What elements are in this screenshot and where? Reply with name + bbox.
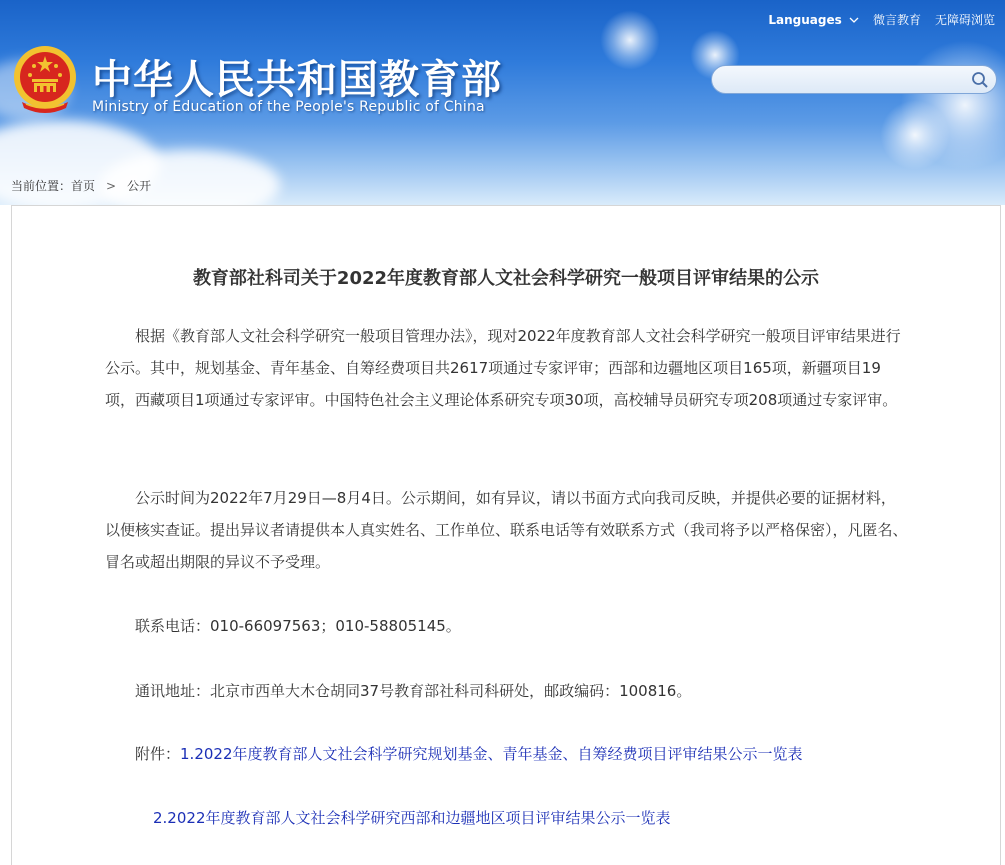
article-container — [11, 205, 1001, 865]
languages-label: Languages — [768, 12, 842, 27]
contact-phone: 联系电话：010-66097563；010-58805145。 — [135, 617, 461, 635]
national-emblem-icon — [12, 44, 78, 116]
search-icon[interactable] — [970, 70, 990, 90]
site-title-cn: 中华人民共和国教育部 — [92, 57, 502, 103]
attachment-link-2[interactable]: 2.2022年度教育部人文社会科学研究西部和边疆地区项目评审结果公示一览表 — [153, 809, 671, 827]
accessibility-link[interactable]: 无障碍浏览 — [934, 13, 995, 27]
languages-menu[interactable] — [768, 13, 859, 27]
search-box — [711, 65, 997, 94]
search-input[interactable] — [724, 70, 968, 91]
mailing-address: 通讯地址：北京市西单大木仓胡同37号教育部社科司科研处，邮政编码：100816。 — [135, 682, 692, 700]
dandelion-decoration — [880, 100, 950, 170]
attachments — [105, 738, 909, 770]
article-paragraph: 根据《教育部人文社会科学研究一般项目管理办法》，现对2022年度教育部人文社会科学研究一般项目评审结果进行公示。其中，规划基金、青年基金、自筹经费项目共2617项通过专家评审；西部和边疆地区项目165项，新疆项目19项，西藏项目1项通过专家评审。中国特色社会主义理论体系研究专项30项，高校辅导员研究专项208项通过专家评审。 — [105, 327, 901, 409]
chevron-down-icon — [849, 17, 859, 24]
breadcrumb-home-link[interactable]: 首页 — [71, 179, 96, 193]
article-paragraph: 公示时间为2022年7月29日—8月4日。公示期间，如有异议，请以书面方式向我司反映，并提供必要的证据材料，以便核实查证。提出异议者请提供本人真实姓名、工作单位、联系电话等有效联系方式（我司将予以严格保密），凡匿名、冒名或超出期限的异议不予受理。 — [105, 489, 908, 571]
site-title-en: Ministry of Education of the People's Republic of China — [92, 99, 485, 115]
breadcrumb-current-link[interactable]: 公开 — [127, 179, 152, 193]
attachment-link-1[interactable]: 1.2022年度教育部人文社会科学研究规划基金、青年基金、自筹经费项目评审结果公示一览表 — [180, 745, 803, 763]
top-links — [768, 11, 995, 28]
breadcrumb-separator: > — [106, 178, 117, 193]
breadcrumb-prefix: 当前位置： — [11, 179, 72, 193]
breadcrumb — [11, 177, 151, 194]
article-title: 教育部社科司关于2022年度教育部人文社会科学研究一般项目评审结果的公示 — [192, 268, 820, 289]
weiyan-link[interactable]: 微言教育 — [872, 13, 921, 27]
site-header — [0, 0, 1005, 205]
attachments-continued — [105, 802, 909, 834]
attachments-label: 附件： — [135, 745, 181, 763]
dandelion-decoration — [600, 10, 660, 70]
